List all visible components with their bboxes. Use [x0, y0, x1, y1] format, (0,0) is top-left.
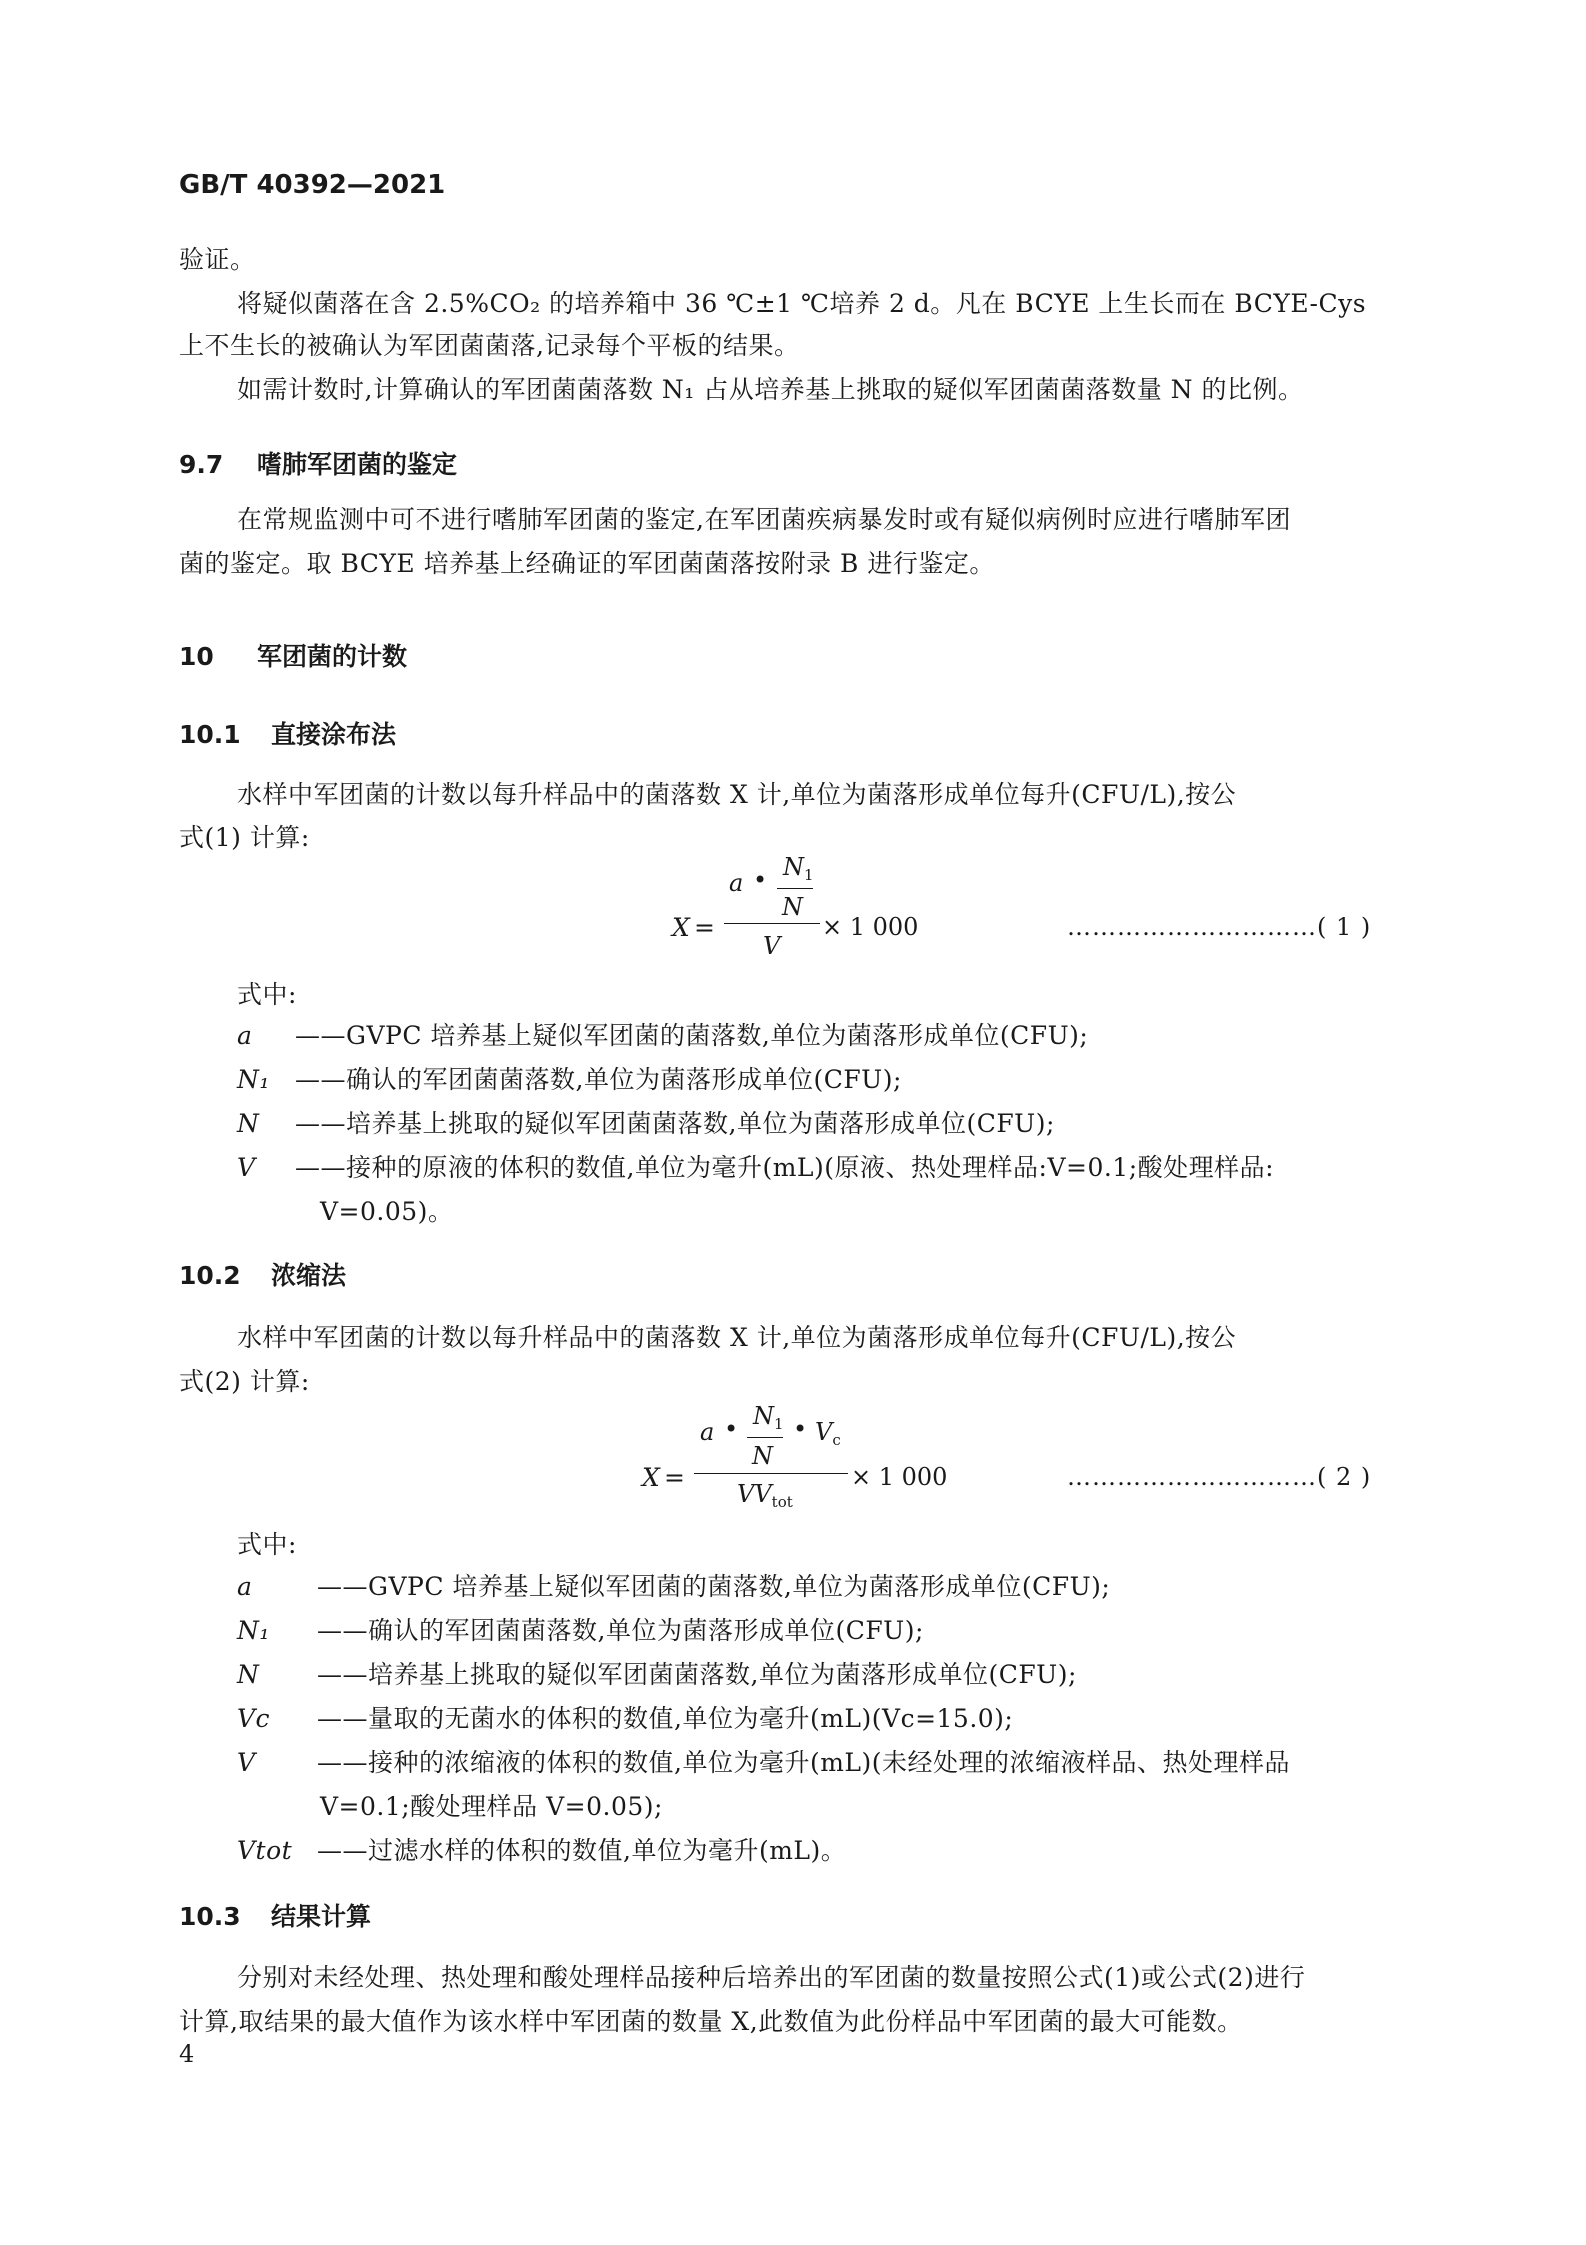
definition-symbol: N₁ — [237, 1616, 270, 1645]
definition-item — [237, 1016, 1088, 1056]
definition-symbol: N — [237, 1660, 260, 1689]
paragraph: 菌的鉴定。取 BCYE 培养基上经确证的军团菌菌落按附录 B 进行鉴定。 — [179, 549, 995, 578]
definition-text: ——培养基上挑取的疑似军团菌菌落数,单位为菌落形成单位(CFU); — [295, 1109, 1055, 1138]
definition-item — [237, 1699, 1013, 1739]
section-title: 嗜肺军团菌的鉴定 — [257, 450, 458, 479]
definition-item — [237, 1611, 924, 1651]
section-title: 直接涂布法 — [271, 720, 397, 749]
section-number: 10 — [179, 642, 214, 671]
definition-text: ——GVPC 培养基上疑似军团菌的菌落数,单位为菌落形成单位(CFU); — [295, 1021, 1089, 1050]
definition-text: ——接种的原液的体积的数值,单位为毫升(mL)(原液、热处理样品:V=0.1;酸处理样品: — [295, 1153, 1275, 1182]
definition-item — [237, 1831, 846, 1871]
equation-number: …………………………( 1 ) — [1067, 913, 1372, 941]
section-heading-10-3 — [179, 1897, 371, 1933]
paragraph: 式(1) 计算: — [179, 823, 310, 852]
definition-item — [237, 1148, 1274, 1188]
definition-symbol: N — [237, 1109, 260, 1138]
definition-symbol: N₁ — [237, 1065, 270, 1094]
definition-continuation: V=0.05)。 — [320, 1197, 454, 1226]
section-heading-10-1 — [179, 715, 396, 751]
definition-item — [237, 1655, 1077, 1695]
definition-item — [237, 1567, 1110, 1607]
document-page: GB/T 40392—2021 验证。 将疑似菌落在含 2.5%CO₂ 的培养箱中 36 ℃±1 ℃培养 2 d。凡在 BCYE 上生长而在 BCYE-Cys 上不生长的被确认为军团菌菌落,记录每个平板的结果。 如需计数时,计算确认的军团菌菌落数 N₁ 占从培养基上挑取的疑似军团菌菌落数量 N 的比例。 9.7 嗜肺军团菌的鉴定 在常规监测中可不进行嗜肺军团菌的鉴定,在军团菌疾病暴发时或有疑似病例时应进行嗜肺军团 菌的鉴定。取 BCYE 培养基上经确证的军团菌菌落按附录 B 进行鉴定。 10 军团菌的计数 10.1 直接涂布法 水样中军团菌的计数以每升样品中的菌落数 X 计,单位为菌落形成单位每升(CFU/L),按公 式(1) 计算: a • $N_1$ N X = V × 1 000 …………………………( 1 ) 式中: a ——GVPC 培养基上疑似军团菌的菌落数,单位为菌落形成单位(CFU); N₁ ——确认的军团菌菌落数,单位为菌落形成单位(CFU); N ——培养基上挑取的疑似军团菌菌落数,单位为菌落形成单位(CFU); V ——接种的原液的体积的数值,单位为毫升(mL)(原液、热处理样品:V=0.1;酸处理样品: V=0.05)。 10.2 浓缩法 水样中军团菌的计数以每升样品中的菌落数 X 计,单位为菌落形成单位每升(CFU/L),按公 式(2) 计算: a • $N_1$ N • $V_c$ X = $VV_{tot}$ × 1 000 …………………………( 2 ) 式中: a ——GVPC 培养基上疑似军团菌的菌落数,单位为菌落形成单位(CFU); N₁ ——确认的军团菌菌落数,单位为菌落形成单位(CFU); N ——培养基上挑取的疑似军团菌菌落数,单位为菌落形成单位(CFU); Vc ——量取的无菌水的体积的数值,单位为毫升(mL)(Vc=15.0); V ——接种的浓缩液的体积的数值,单位为毫升(mL)(未经处理的浓缩液样品、热处理样品 V=0.1;酸处理样品 V=0.05); Vtot ——过滤水样的体积的数值,单位为毫升(mL)。 10.3 结果计算 分别对未经处理、热处理和酸处理样品接种后培养出的军团菌的数量按照公式(1)或公式(2)进行 计算,取结果的最大值作为该水样中军团菌的数量 X,此数值为此份样品中军团菌的最大可能数。 4 — [179, 170, 1372, 2068]
section-number: 10.3 — [179, 1902, 241, 1931]
definition-text: ——确认的军团菌菌落数,单位为菌落形成单位(CFU); — [317, 1616, 924, 1645]
paragraph: 计算,取结果的最大值作为该水样中军团菌的数量 X,此数值为此份样品中军团菌的最大可能数。 — [179, 2007, 1243, 2036]
section-number: 10.2 — [179, 1261, 241, 1290]
definition-text: ——确认的军团菌菌落数,单位为菌落形成单位(CFU); — [295, 1065, 902, 1094]
definition-item — [237, 1743, 1290, 1783]
where-label: 式中: — [237, 980, 297, 1009]
paragraph: 水样中军团菌的计数以每升样品中的菌落数 X 计,单位为菌落形成单位每升(CFU/L),按公 — [237, 780, 1237, 809]
definition-item — [237, 1104, 1055, 1144]
standard-number: GB/T 40392—2021 — [179, 170, 446, 200]
definition-symbol: a — [237, 1572, 253, 1601]
section-title: 浓缩法 — [271, 1261, 347, 1290]
definition-text: ——培养基上挑取的疑似军团菌菌落数,单位为菌落形成单位(CFU); — [317, 1660, 1077, 1689]
page-number: 4 — [179, 2040, 195, 2068]
paragraph: 如需计数时,计算确认的军团菌菌落数 N₁ 占从培养基上挑取的疑似军团菌菌落数量 N 的比例。 — [237, 375, 1304, 404]
definition-text: ——接种的浓缩液的体积的数值,单位为毫升(mL)(未经处理的浓缩液样品、热处理样品 — [317, 1748, 1291, 1777]
paragraph: 分别对未经处理、热处理和酸处理样品接种后培养出的军团菌的数量按照公式(1)或公式(2)进行 — [237, 1963, 1306, 1992]
definition-symbol: Vtot — [237, 1836, 293, 1865]
paragraph: 将疑似菌落在含 2.5%CO₂ 的培养箱中 36 ℃±1 ℃培养 2 d。凡在 BCYE 上生长而在 BCYE-Cys — [237, 289, 1367, 318]
paragraph: 式(2) 计算: — [179, 1367, 310, 1396]
paragraph: 上不生长的被确认为军团菌菌落,记录每个平板的结果。 — [179, 331, 800, 360]
definition-text: ——量取的无菌水的体积的数值,单位为毫升(mL)(Vc=15.0); — [317, 1704, 1014, 1733]
where-label: 式中: — [237, 1530, 297, 1559]
definition-text: ——GVPC 培养基上疑似军团菌的菌落数,单位为菌落形成单位(CFU); — [317, 1572, 1111, 1601]
definition-symbol: V — [237, 1748, 256, 1777]
definition-symbol: Vc — [237, 1704, 271, 1733]
paragraph: 验证。 — [179, 245, 256, 274]
definition-continuation: V=0.1;酸处理样品 V=0.05); — [320, 1792, 663, 1821]
definition-symbol: V — [237, 1153, 256, 1182]
paragraph: 水样中军团菌的计数以每升样品中的菌落数 X 计,单位为菌落形成单位每升(CFU/L),按公 — [237, 1323, 1237, 1352]
section-title: 军团菌的计数 — [257, 642, 408, 671]
section-title: 结果计算 — [271, 1902, 372, 1931]
paragraph: 在常规监测中可不进行嗜肺军团菌的鉴定,在军团菌疾病暴发时或有疑似病例时应进行嗜肺军团 — [237, 505, 1291, 534]
definition-item — [237, 1060, 902, 1100]
section-number: 10.1 — [179, 720, 241, 749]
definition-text: ——过滤水样的体积的数值,单位为毫升(mL)。 — [317, 1836, 847, 1865]
section-heading-10 — [179, 637, 407, 673]
equation-number: …………………………( 2 ) — [1067, 1463, 1372, 1491]
definition-symbol: a — [237, 1021, 253, 1050]
section-number: 9.7 — [179, 450, 224, 479]
section-heading-10-2 — [179, 1256, 346, 1292]
section-heading-9-7 — [179, 445, 457, 481]
